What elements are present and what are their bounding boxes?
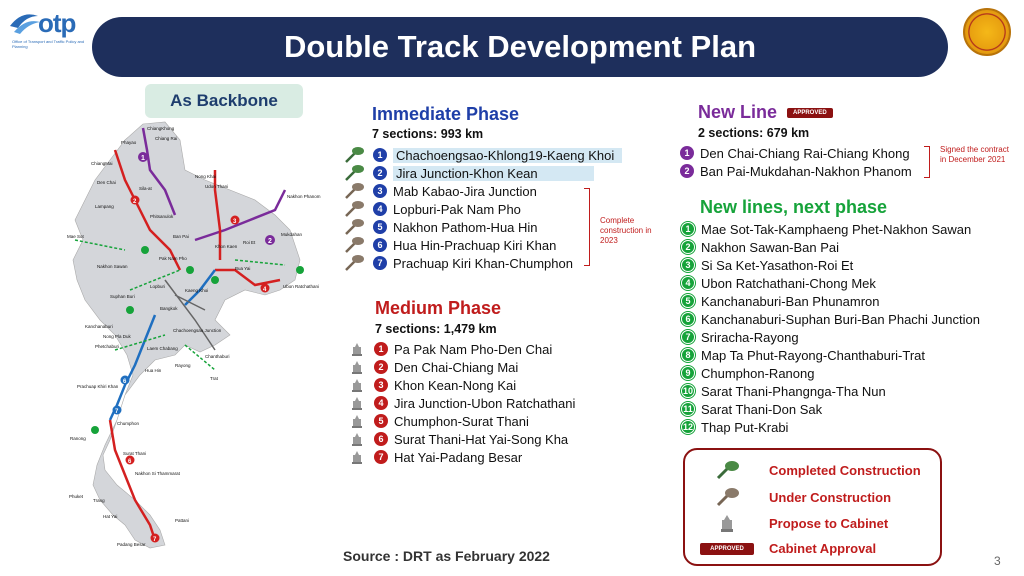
- legend-approval-label: Cabinet Approval: [769, 541, 877, 556]
- item-number-badge: 6: [681, 312, 695, 326]
- marker-green-4: [296, 266, 304, 274]
- item-label: Sriracha-Rayong: [701, 329, 799, 345]
- medium-item: [350, 376, 516, 394]
- immediate-item: [343, 218, 538, 236]
- city-label: Mae Sot: [67, 234, 84, 239]
- medium-item: [350, 448, 522, 466]
- shovel-green-icon: [343, 146, 365, 164]
- city-label: Phuket: [69, 494, 84, 499]
- new-line-header: [698, 102, 833, 123]
- immediate-phase-title: Immediate Phase: [372, 104, 520, 124]
- medium-item: [350, 430, 568, 448]
- item-label: Jira Junction-Khon Kean: [393, 166, 594, 181]
- city-label: Nakhon Phanom: [287, 194, 321, 199]
- item-label: Khon Kean-Nong Kai: [394, 377, 517, 393]
- thailand-rail-map: [55, 120, 325, 552]
- legend-under-label: Under Construction: [769, 489, 892, 505]
- cabinet-building-icon: [350, 450, 364, 464]
- item-number-badge: 7: [374, 450, 388, 464]
- city-label: Nong Khai: [195, 174, 217, 179]
- city-label: Roi Et: [243, 240, 256, 245]
- item-label: Sarat Thani-Phangnga-Tha Nun: [701, 383, 886, 399]
- city-label: Lampang: [95, 204, 114, 209]
- next-item: [681, 382, 886, 400]
- city-label: Kaeng Khoi: [185, 288, 209, 293]
- immediate-item: [343, 164, 594, 182]
- ministry-seal-icon: [963, 8, 1011, 56]
- item-label: Nakhon Sawan-Ban Pai: [701, 239, 840, 255]
- item-number-badge: 4: [681, 276, 695, 290]
- immediate-item: [343, 236, 556, 254]
- next-item: [681, 418, 788, 436]
- item-number-badge: 3: [681, 258, 695, 272]
- otp-swoosh-icon: [8, 8, 42, 38]
- cabinet-building-icon: [350, 432, 364, 446]
- item-label: Thap Put-Krabi: [701, 419, 789, 435]
- item-number-badge: 2: [374, 360, 388, 374]
- backbone-label: As Backbone: [145, 84, 303, 118]
- item-number-badge: 6: [373, 238, 387, 252]
- item-number-badge: 2: [680, 164, 694, 178]
- svg-text:6: 6: [128, 459, 132, 465]
- cabinet-building-icon: [350, 396, 364, 410]
- shovel-green-icon: [343, 164, 365, 182]
- shovel-green-icon: [715, 460, 739, 480]
- item-number-badge: 2: [681, 240, 695, 254]
- city-label: Suphan Buri: [110, 294, 135, 299]
- marker-green-1: [141, 246, 149, 254]
- new-line-summary: 2 sections: 679 km: [698, 126, 810, 140]
- city-label: Lopburi: [150, 284, 166, 289]
- city-label: Nong Pla Duk: [103, 334, 131, 339]
- item-label: Chumphon-Ranong: [701, 365, 815, 381]
- city-label: Rayong: [175, 363, 191, 368]
- next-item: [681, 256, 853, 274]
- marker-green-3: [211, 276, 219, 284]
- item-label: Den Chai-Chiang Mai: [394, 359, 519, 375]
- shovel-gray-icon: [715, 487, 739, 507]
- cabinet-building-icon: [350, 414, 364, 428]
- city-label: Ubon Ratchathani: [283, 284, 320, 289]
- city-label: Trat: [210, 376, 218, 381]
- city-label: Surat Thani: [123, 451, 147, 456]
- item-number-badge: 5: [373, 220, 387, 234]
- next-item: [681, 364, 814, 382]
- immediate-note: Complete construction in 2023: [600, 216, 652, 245]
- city-label: Laem Chabang: [147, 346, 178, 351]
- item-number-badge: 9: [681, 366, 695, 380]
- medium-item: [350, 358, 518, 376]
- item-label: Ban Pai-Mukdahan-Nakhon Phanom: [700, 163, 912, 179]
- city-label: Ban Pai: [173, 234, 189, 239]
- city-label: Den Chai: [97, 180, 116, 185]
- logo-text: otp: [38, 8, 76, 38]
- immediate-item: [343, 200, 521, 218]
- city-label: Chumphon: [117, 421, 140, 426]
- svg-text:1: 1: [141, 155, 145, 162]
- legend-under: [697, 487, 891, 507]
- next-item: [681, 346, 925, 364]
- item-label: Mae Sot-Tak-Kamphaeng Phet-Nakhon Sawan: [701, 221, 972, 237]
- source-note: Source : DRT as February 2022: [343, 548, 550, 564]
- item-number-badge: 2: [373, 166, 387, 180]
- approved-badge: APPROVED: [700, 543, 754, 555]
- legend-completed: [697, 460, 921, 480]
- medium-phase-summary: 7 sections: 1,479 km: [375, 322, 497, 336]
- immediate-item: [343, 254, 573, 272]
- item-number-badge: 3: [373, 184, 387, 198]
- item-number-badge: 1: [373, 148, 387, 162]
- item-number-badge: 5: [681, 294, 695, 308]
- marker-green-5: [126, 306, 134, 314]
- item-number-badge: 1: [374, 342, 388, 356]
- next-phase-title: New lines, next phase: [700, 197, 888, 217]
- item-number-badge: 1: [680, 146, 694, 160]
- city-label: Nakhon Sawan: [97, 264, 128, 269]
- cabinet-building-icon: [719, 514, 735, 532]
- city-label: Prachuap Khiri Khan: [77, 384, 119, 389]
- legend-propose-label: Propose to Cabinet: [769, 515, 889, 531]
- new-line-note: Signed the contract in December 2021: [940, 145, 1009, 164]
- medium-item: [350, 412, 529, 430]
- city-label: Udon Thani: [205, 184, 229, 189]
- next-item: [681, 274, 876, 292]
- city-label: Trang: [93, 498, 105, 503]
- item-label: Prachuap Kiri Khan-Chumphon: [393, 255, 573, 271]
- city-label: Bua Yai: [235, 266, 251, 271]
- item-number-badge: 3: [374, 378, 388, 392]
- item-number-badge: 5: [374, 414, 388, 428]
- city-label: Chachoengsao Junction: [173, 328, 222, 333]
- svg-text:2: 2: [133, 199, 137, 205]
- city-label: Bangkok: [160, 306, 178, 311]
- svg-text:6: 6: [123, 379, 127, 385]
- marker-green-9: [91, 426, 99, 434]
- svg-text:7: 7: [115, 409, 119, 415]
- new-line-item: [680, 144, 910, 162]
- svg-text:3: 3: [233, 219, 237, 225]
- cabinet-building-icon: [350, 378, 364, 392]
- item-label: Jira Junction-Ubon Ratchathani: [394, 395, 576, 411]
- cabinet-building-icon: [350, 360, 364, 374]
- next-item: [681, 238, 839, 256]
- city-label: Chiang Rai: [155, 136, 178, 141]
- item-number-badge: 1: [681, 222, 695, 236]
- item-number-badge: 11: [681, 402, 695, 416]
- city-label: Nakhon Si Thammarat: [135, 471, 180, 476]
- new-line-title: New Line: [698, 102, 778, 122]
- next-item: [681, 328, 799, 346]
- item-label: Nakhon Pathom-Hua Hin: [393, 219, 538, 235]
- item-label: Mab Kabao-Jira Junction: [393, 183, 537, 199]
- item-label: Hua Hin-Prachuap Kiri Khan: [393, 237, 557, 253]
- otp-logo: [8, 6, 100, 50]
- immediate-bracket: [584, 188, 590, 266]
- next-item: [681, 400, 822, 418]
- city-label: Chanthaburi: [205, 354, 230, 359]
- medium-phase-title: Medium Phase: [375, 298, 502, 318]
- item-number-badge: 6: [374, 432, 388, 446]
- shovel-gray-icon: [343, 236, 365, 254]
- city-label: Pak Nam Pho: [159, 256, 187, 261]
- shovel-gray-icon: [343, 218, 365, 236]
- item-label: Map Ta Phut-Rayong-Chanthaburi-Trat: [701, 347, 926, 363]
- city-label: Hua Hin: [145, 368, 162, 373]
- item-number-badge: 12: [682, 422, 693, 432]
- item-label: Den Chai-Chiang Rai-Chiang Khong: [700, 145, 910, 161]
- item-number-badge: 4: [373, 202, 387, 216]
- page-number: 3: [994, 554, 1001, 568]
- medium-item: [350, 394, 575, 412]
- item-label: Ubon Ratchathani-Chong Mek: [701, 275, 876, 291]
- shovel-gray-icon: [343, 254, 365, 272]
- shovel-gray-icon: [343, 200, 365, 218]
- city-label: Padang Besar: [117, 542, 146, 547]
- medium-item: [350, 340, 552, 358]
- svg-text:4: 4: [263, 287, 267, 293]
- legend-propose: [697, 514, 888, 532]
- approved-badge: APPROVED: [787, 108, 833, 118]
- item-label: Lopburi-Pak Nam Pho: [393, 201, 521, 217]
- immediate-item: [343, 182, 537, 200]
- city-label: Kanchanaburi: [85, 324, 113, 329]
- item-label: Chumphon-Surat Thani: [394, 413, 529, 429]
- city-label: Mukdahan: [281, 232, 303, 237]
- city-label: Sila-at: [139, 186, 152, 191]
- cabinet-building-icon: [350, 342, 364, 356]
- immediate-phase-summary: 7 sections: 993 km: [372, 127, 484, 141]
- item-number-badge: 8: [681, 348, 695, 362]
- item-label: Kanchanaburi-Ban Phunamron: [701, 293, 880, 309]
- new-line-item: [680, 162, 912, 180]
- immediate-item: [343, 146, 622, 164]
- city-label: Phayao: [121, 140, 137, 145]
- item-number-badge: 4: [374, 396, 388, 410]
- item-label: Si Sa Ket-Yasathon-Roi Et: [701, 257, 854, 273]
- legend-box: [683, 448, 942, 566]
- shovel-gray-icon: [343, 182, 365, 200]
- city-label: Pattani: [175, 518, 190, 523]
- city-label: Khon Kaen: [215, 244, 238, 249]
- item-label: Sarat Thani-Don Sak: [701, 401, 823, 417]
- city-label: ChiangMai: [91, 161, 113, 166]
- page-title: Double Track Development Plan: [283, 29, 757, 64]
- next-item: [681, 292, 880, 310]
- svg-text:7: 7: [153, 537, 157, 543]
- city-label: ChiangKhong: [147, 126, 175, 131]
- legend-completed-label: Completed Construction: [769, 462, 921, 478]
- marker-green-2: [186, 266, 194, 274]
- svg-text:2: 2: [268, 238, 272, 245]
- new-line-bracket: [924, 146, 930, 178]
- item-label: Kanchanaburi-Suphan Buri-Ban Phachi Junction: [701, 311, 980, 327]
- next-item: [681, 220, 971, 238]
- item-number-badge: 10: [682, 386, 693, 396]
- city-label: Phitsanulok: [150, 214, 174, 219]
- item-number-badge: 7: [373, 256, 387, 270]
- city-label: Hat Yai: [103, 514, 118, 519]
- item-label: Surat Thani-Hat Yai-Song Kha: [394, 431, 569, 447]
- item-number-badge: 7: [681, 330, 695, 344]
- item-label: Chachoengsao-Khlong19-Kaeng Khoi: [393, 148, 622, 163]
- title-bar: [92, 17, 948, 77]
- city-label: Phetchaburi: [95, 344, 120, 349]
- legend-approval: [697, 541, 876, 556]
- next-item: [681, 310, 980, 328]
- item-label: Hat Yai-Padang Besar: [394, 449, 523, 465]
- item-label: Pa Pak Nam Pho-Den Chai: [394, 341, 553, 357]
- logo-subtext: Office of Transport and Traffic Policy and Planning: [12, 39, 85, 49]
- city-label: Ranong: [70, 436, 86, 441]
